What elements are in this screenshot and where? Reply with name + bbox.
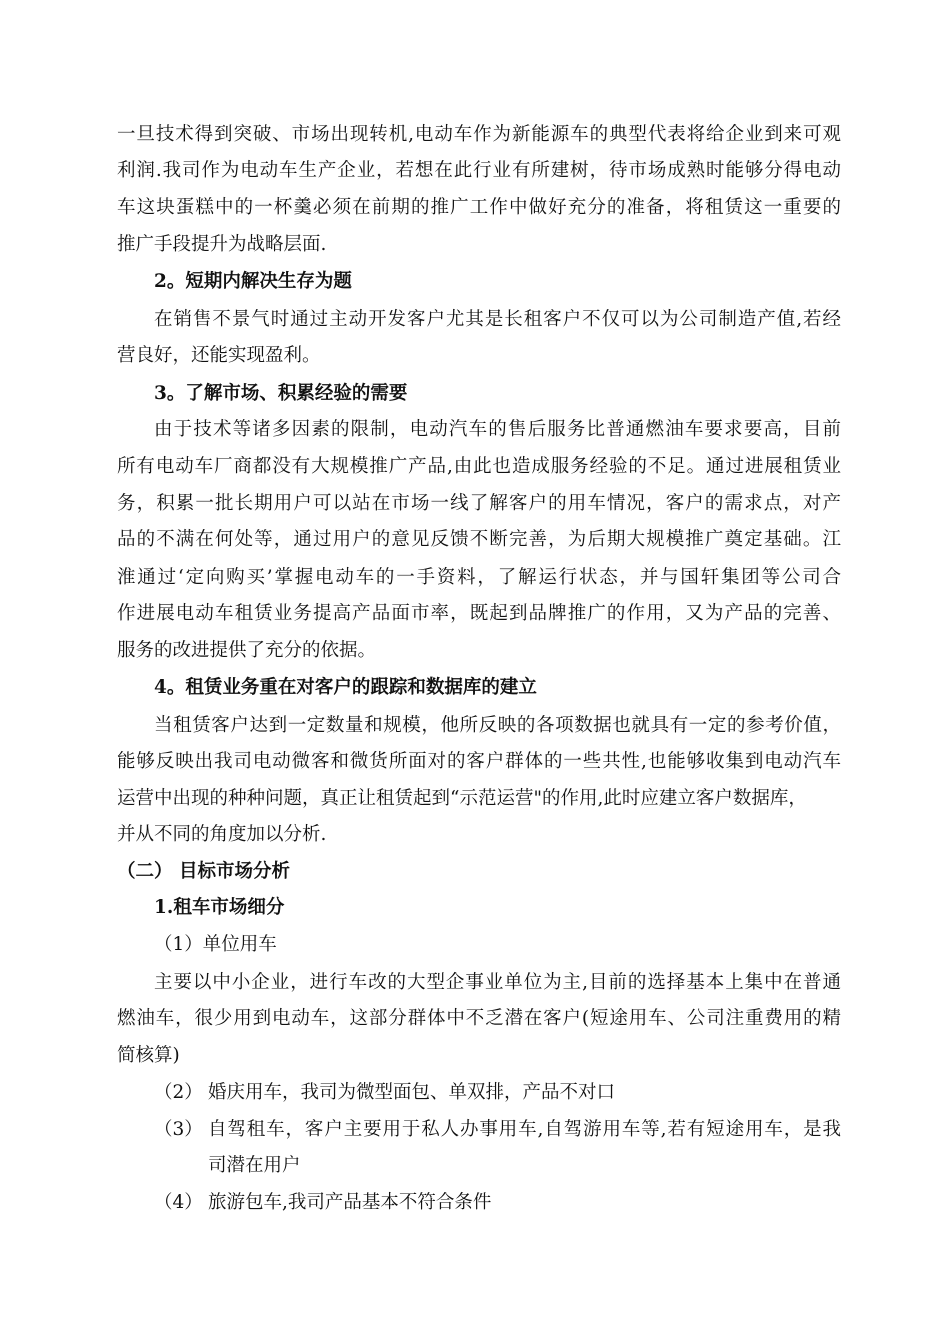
subsection-heading: 1.租车市场细分 bbox=[154, 897, 285, 918]
list-item-title: （1）单位用车 bbox=[154, 934, 277, 955]
paragraph-line: 在销售不景气时通过主动开发客户尤其是长租客户不仅可以为公司制造产值,若经 bbox=[154, 309, 841, 330]
paragraph-line: 所有电动车厂商都没有大规模推广产品,由此也造成服务经验的不足。通过进展租赁业 bbox=[117, 456, 841, 477]
list-item-text: 自驾租车，客户主要用于私人办事用车,自驾游用车等,若有短途用车，是我 bbox=[208, 1119, 841, 1140]
paragraph-line: 利润.我司作为电动车生产企业，若想在此行业有所建树，待市场成熟时能够分得电动 bbox=[117, 160, 841, 181]
paragraph-line: 营良好，还能实现盈利。 bbox=[117, 345, 321, 366]
paragraph-line: 服务的改进提供了充分的依据。 bbox=[117, 640, 377, 661]
subsection-heading: 3。了解市场、积累经验的需要 bbox=[154, 383, 408, 404]
paragraph-line: 作进展电动车租赁业务提高产品面市率，既起到品牌推广的作用，又为产品的完善、 bbox=[117, 603, 841, 624]
list-item-text: 司潜在用户 bbox=[208, 1155, 301, 1176]
paragraph-line: 运营中出现的种种问题，真正让租赁起到“示范运营"的作用,此时应建立客户数据库， bbox=[117, 788, 807, 809]
list-item-text: 旅游包车,我司产品基本不符合条件 bbox=[208, 1192, 492, 1213]
paragraph-line: 燃油车，很少用到电动车，这部分群体中不乏潜在客户(短途用车、公司注重费用的精 bbox=[117, 1008, 841, 1029]
section-heading: （二） 目标市场分析 bbox=[117, 861, 290, 882]
paragraph-line: 淮通过‘定向购买’掌握电动车的一手资料，了解运行状态，并与国轩集团等公司合 bbox=[117, 567, 841, 588]
subsection-heading: 2。短期内解决生存为题 bbox=[154, 271, 352, 292]
paragraph-line: 由于技术等诸多因素的限制，电动汽车的售后服务比普通燃油车要求要高，目前 bbox=[154, 419, 841, 440]
paragraph-line: 简核算) bbox=[117, 1045, 180, 1066]
paragraph-line: 能够反映出我司电动微客和微货所面对的客户群体的一些共性,也能够收集到电动汽车 bbox=[117, 751, 841, 772]
paragraph-line: 车这块蛋糕中的一杯羹必须在前期的推广工作中做好充分的准备，将租赁这一重要的 bbox=[117, 197, 841, 218]
paragraph-line: 当租赁客户达到一定数量和规模，他所反映的各项数据也就具有一定的参考价值， bbox=[154, 715, 841, 736]
list-item-number: （4） bbox=[154, 1192, 203, 1213]
paragraph-line: 一旦技术得到突破、市场出现转机,电动车作为新能源车的典型代表将给企业到来可观 bbox=[117, 124, 841, 145]
paragraph-line: 务，积累一批长期用户可以站在市场一线了解客户的用车情况，客户的需求点，对产 bbox=[117, 493, 841, 514]
list-item-number: （3） bbox=[154, 1119, 203, 1140]
list-item-number: （2） bbox=[154, 1082, 203, 1103]
paragraph-line: 推广手段提升为战略层面. bbox=[117, 234, 327, 255]
paragraph-line: 并从不同的角度加以分析. bbox=[117, 824, 327, 845]
list-item-text: 婚庆用车，我司为微型面包、单双排，产品不对口 bbox=[208, 1082, 616, 1103]
paragraph-line: 品的不满在何处等，通过用户的意见反馈不断完善，为后期大规模推广奠定基础。江 bbox=[117, 529, 841, 550]
paragraph-line: 主要以中小企业，进行车改的大型企事业单位为主,目前的选择基本上集中在普通 bbox=[154, 972, 841, 993]
subsection-heading: 4。租赁业务重在对客户的跟踪和数据库的建立 bbox=[154, 677, 537, 698]
